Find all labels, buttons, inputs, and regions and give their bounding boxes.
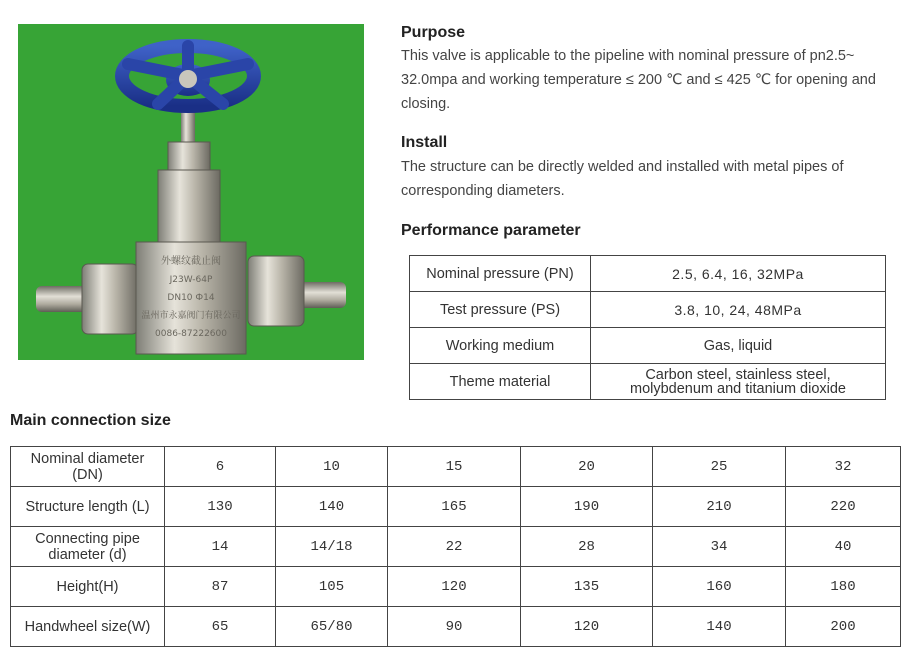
cell: 105 bbox=[276, 567, 388, 607]
cell: 190 bbox=[521, 487, 653, 527]
performance-label: Nominal pressure (PN) bbox=[410, 256, 591, 292]
valve-marking-text: DN10 Ф14 bbox=[167, 293, 215, 303]
cell: 65 bbox=[165, 607, 276, 647]
cell: 165 bbox=[388, 487, 521, 527]
performance-label: Test pressure (PS) bbox=[410, 292, 591, 328]
purpose-title: Purpose bbox=[401, 24, 466, 41]
row-label-line: (DN) bbox=[72, 466, 103, 483]
cell: 180 bbox=[786, 567, 901, 607]
row-label bbox=[11, 447, 165, 487]
performance-table bbox=[409, 255, 886, 400]
row-label: Handwheel size(W) bbox=[11, 607, 165, 647]
install-text: The structure can be directly welded and installed with metal pipes of corresponding diameters. bbox=[401, 159, 844, 199]
performance-row bbox=[410, 328, 886, 364]
cell: 200 bbox=[786, 607, 901, 647]
row-label-line: Nominal diameter bbox=[30, 450, 145, 467]
table-row bbox=[11, 567, 901, 607]
performance-title: Performance parameter bbox=[401, 222, 581, 239]
cell: 135 bbox=[521, 567, 653, 607]
cell: 32 bbox=[786, 447, 901, 487]
cell: 120 bbox=[521, 607, 653, 647]
table-row bbox=[11, 527, 901, 567]
cell: 6 bbox=[165, 447, 276, 487]
performance-value bbox=[591, 364, 886, 400]
valve-marking-text: 外螺纹截止阀 bbox=[161, 256, 221, 267]
valve-marking-text: 0086-87222600 bbox=[155, 329, 227, 339]
purpose-text: This valve is applicable to the pipeline with nominal pressure of pn2.5~ 32.0mpa and working temperature ≤ 200 ℃ and ≤ 425 ℃ for opening and closing. bbox=[401, 48, 876, 112]
row-label: Height(H) bbox=[11, 567, 165, 607]
main-connection-title: Main connection size bbox=[10, 412, 171, 429]
cell: 220 bbox=[786, 487, 901, 527]
row-label: Structure length (L) bbox=[11, 487, 165, 527]
cell: 10 bbox=[276, 447, 388, 487]
cell: 34 bbox=[653, 527, 786, 567]
cell: 160 bbox=[653, 567, 786, 607]
row-label-line: diameter (d) bbox=[48, 546, 127, 563]
product-photo bbox=[18, 24, 364, 360]
valve-marking-text: 温州市永嘉阀门有限公司 bbox=[141, 311, 241, 321]
table-row bbox=[11, 447, 901, 487]
cell: 14/18 bbox=[276, 527, 388, 567]
performance-value: Gas, liquid bbox=[591, 328, 886, 364]
table-row bbox=[11, 607, 901, 647]
performance-value-line: molybdenum and titanium dioxide bbox=[629, 380, 846, 397]
cell: 87 bbox=[165, 567, 276, 607]
cell: 22 bbox=[388, 527, 521, 567]
cell: 40 bbox=[786, 527, 901, 567]
install-title: Install bbox=[401, 134, 448, 151]
valve-illustration bbox=[18, 24, 364, 360]
cell: 20 bbox=[521, 447, 653, 487]
cell: 15 bbox=[388, 447, 521, 487]
performance-value-line: Carbon steel, stainless steel, bbox=[645, 366, 831, 383]
performance-label: Theme material bbox=[410, 364, 591, 400]
cell: 120 bbox=[388, 567, 521, 607]
table-row bbox=[11, 487, 901, 527]
valve-marking-text: J23W-64P bbox=[169, 275, 213, 285]
performance-row bbox=[410, 364, 886, 400]
cell: 65/80 bbox=[276, 607, 388, 647]
cell: 28 bbox=[521, 527, 653, 567]
cell: 140 bbox=[276, 487, 388, 527]
cell: 90 bbox=[388, 607, 521, 647]
performance-value: 3.8, 10, 24, 48MPa bbox=[591, 292, 886, 328]
cell: 210 bbox=[653, 487, 786, 527]
performance-value: 2.5, 6.4, 16, 32MPa bbox=[591, 256, 886, 292]
connection-size-table bbox=[10, 446, 901, 647]
row-label bbox=[11, 527, 165, 567]
performance-row bbox=[410, 256, 886, 292]
cell: 14 bbox=[165, 527, 276, 567]
cell: 140 bbox=[653, 607, 786, 647]
cell: 130 bbox=[165, 487, 276, 527]
performance-label: Working medium bbox=[410, 328, 591, 364]
performance-row bbox=[410, 292, 886, 328]
cell: 25 bbox=[653, 447, 786, 487]
row-label-line: Connecting pipe bbox=[35, 530, 140, 547]
